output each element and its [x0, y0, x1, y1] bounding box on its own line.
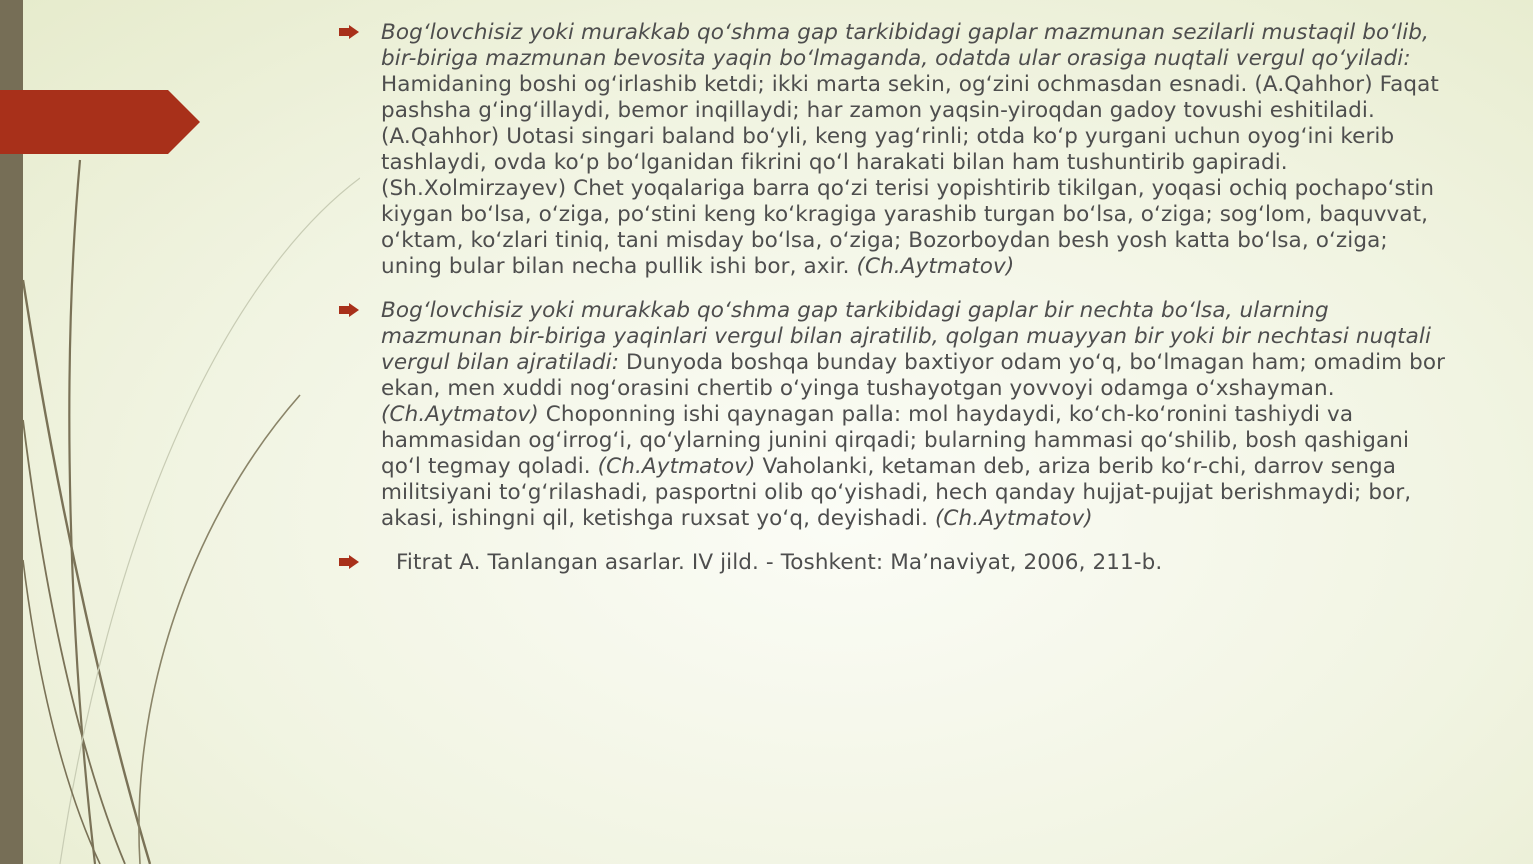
- example-text: Choponning ishi qaynagan palla: mol haydaydi, ko‘ch-ko‘ronini tashiydi va hammasidan og‘irrog‘i, qo‘ylarning junini qirqadi; bularning hammasi qo‘shilib, bosh qashigani qo‘l tegmay qoladi.: [381, 402, 1410, 479]
- citation: (Ch.Aytmatov): [597, 454, 756, 479]
- arrow-bullet-icon: [338, 554, 360, 570]
- bullet-item-1: [336, 20, 1446, 280]
- slide-content: [336, 20, 1446, 594]
- citation: (Ch.Aytmatov): [856, 254, 1015, 279]
- paragraph-text: [381, 298, 1446, 532]
- red-arrow-tab: [0, 90, 200, 154]
- citation: (Ch.Aytmatov): [934, 506, 1093, 531]
- rule-text: Bog‘lovchisiz yoki murakkab qo‘shma gap tarkibidagi gaplar mazmunan sezilarli mustaqil bo‘lib, bir-biriga mazmunan bevosita yaqin bo‘lmaganda, odatda ular orasiga nuqtali vergul qo‘yiladi:: [381, 20, 1429, 71]
- paragraph-text: [381, 20, 1446, 280]
- bullet-item-reference: [336, 550, 1446, 576]
- arrow-bullet-icon: [338, 302, 360, 318]
- example-text: Dunyoda boshqa bunday baxtiyor odam yo‘q, bo‘lmagan ham; omadim bor ekan, men xuddi nog‘orasini chertib o‘yinga tushayotgan yovvoyi odamga o‘xshayman.: [381, 350, 1446, 401]
- citation: (Ch.Aytmatov): [381, 402, 539, 427]
- example-text: Hamidaning boshi og‘irlashib ketdi; ikki marta sekin, og‘zini ochmasdan esnadi. (A.Qahhor) Faqat pashsha g‘ing‘illaydi, bemor inqillaydi; har zamon yaqsin-yiroqdan gadoy tovushi eshitiladi. (A.Qahhor) Uotasi singari baland bo‘yli, keng yag‘rinli; otda ko‘p yurgani uchun oyog‘ini kerib tashlaydi, ovda ko‘p bo‘lganidan fikrini qo‘l harakati bilan ham tushuntirib gapiradi. (Sh.Xolmirzayev) Chet yoqalariga barra qo‘zi terisi yopishtirib tikilgan, yoqasi ochiq pochapo‘stin kiygan bo‘lsa, o‘ziga, po‘stini keng ko‘kragiga yarashib turgan bo‘lsa, o‘ziga; sog‘lom, baquvvat, o‘ktam, ko‘zlari tiniq, tani misday bo‘lsa, o‘ziga; Bozorboydan besh yosh katta bo‘lsa, o‘ziga; uning bular bilan necha pullik ishi bor, axir.: [381, 72, 1439, 279]
- arrow-bullet-icon: [338, 24, 360, 40]
- example-text: Vaholanki, ketaman deb, ariza berib ko‘r-chi, darrov senga militsiyani to‘g‘rilashadi, pasportni olib qo‘yishadi, hech qanday hujjat-pujjat berishmaydi; bor, akasi, ishingni qil, ketishga ruxsat yo‘q, deyishadi.: [381, 454, 1412, 531]
- bullet-item-2: [336, 298, 1446, 532]
- reference-text: Fitrat A. Tanlangan asarlar. IV jild. - Toshkent: Ma’naviyat, 2006, 211-b.: [396, 550, 1163, 575]
- rule-text: Bog‘lovchisiz yoki murakkab qo‘shma gap tarkibidagi gaplar bir nechta bo‘lsa, ularning mazmunan bir-biriga yaqinlari vergul bilan ajratilib, qolgan muayyan bir yoki bir nechtasi nuqtali vergul bilan ajratiladi:: [381, 298, 1432, 375]
